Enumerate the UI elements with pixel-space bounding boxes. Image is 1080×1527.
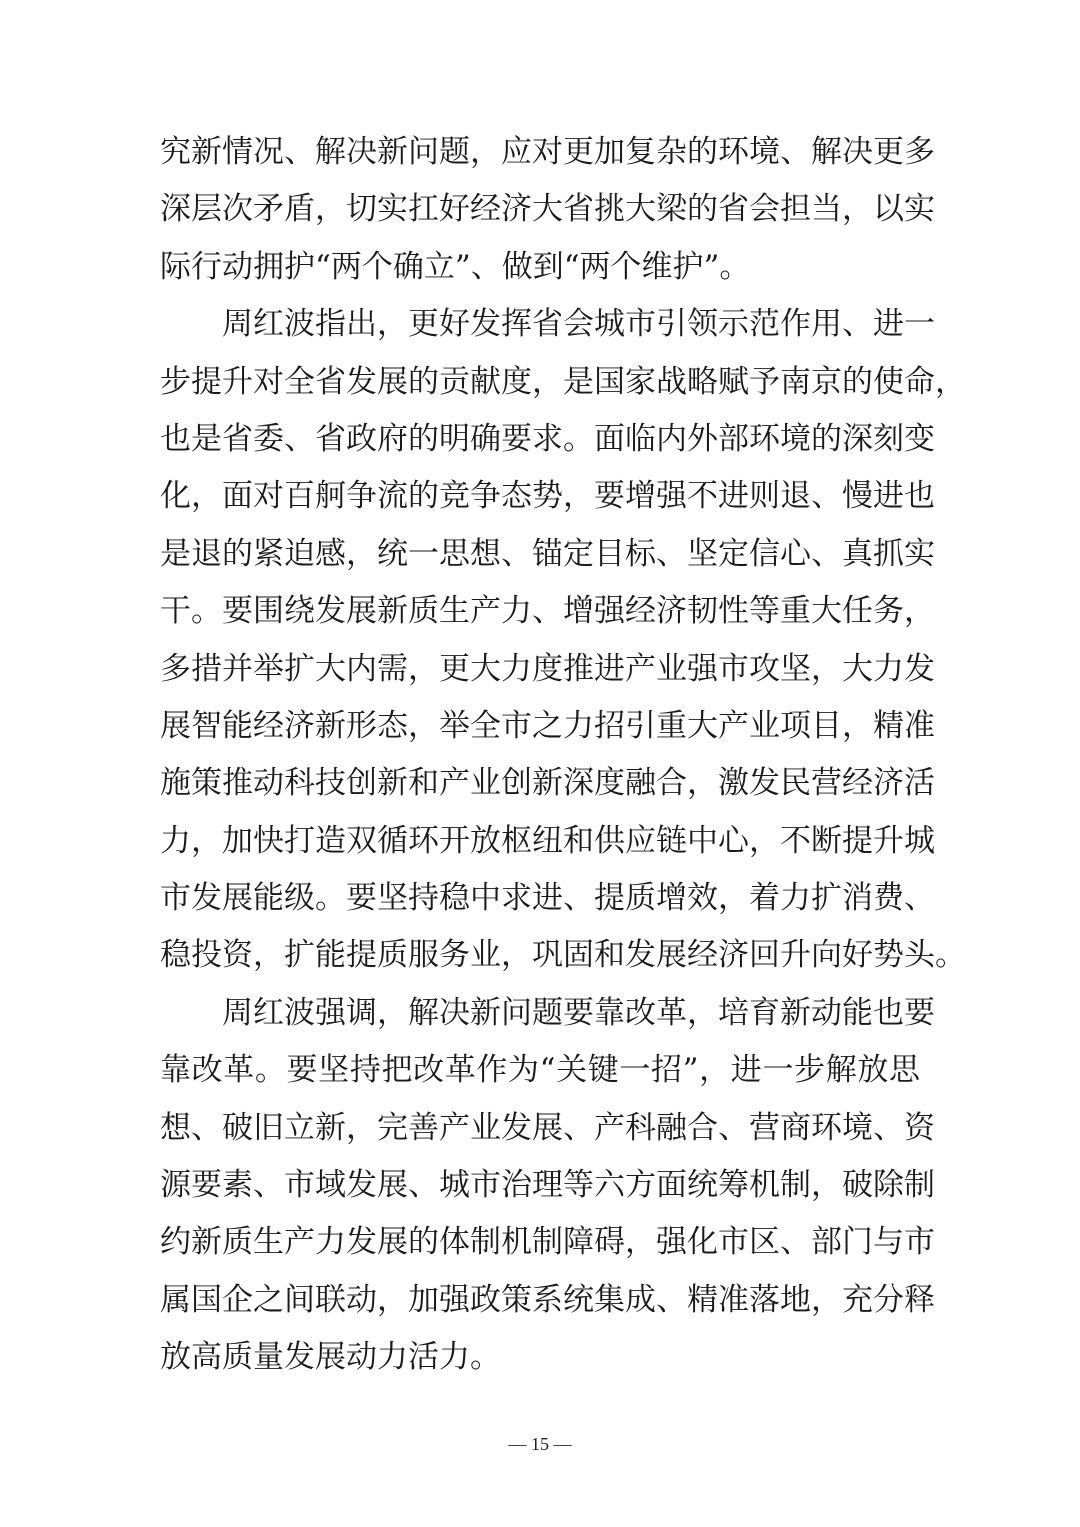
text-line: 施策推动科技创新和产业创新深度融合，激发民营经济活 (160, 765, 935, 802)
text-line: 属国企之间联动，加强政策系统集成、精准落地，充分释 (160, 1281, 935, 1318)
text-line: 步提升对全省发展的贡献度，是国家战略赋予南京的使命， (160, 363, 966, 400)
text-line: 周红波指出，更好发挥省会城市引领示范作用、进一 (160, 306, 935, 343)
text-line: 靠改革。要坚持把改革作为“关键一招”，进一步解放思 (160, 1052, 920, 1089)
text-line: 干。要围绕发展新质生产力、增强经济韧性等重大任务， (160, 593, 935, 630)
text-line: 源要素、市域发展、城市治理等六方面统筹机制，破除制 (160, 1167, 935, 1204)
text-line: 究新情况、解决新问题，应对更加复杂的环境、解决更多 (160, 134, 935, 170)
text-line: 多措并举扩大内需，更大力度推进产业强市攻坚，大力发 (160, 650, 935, 687)
text-line: 稳投资，扩能提质服务业，巩固和发展经济回升向好势头。 (160, 937, 966, 974)
text-line: 展智能经济新形态，举全市之力招引重大产业项目，精准 (160, 707, 935, 744)
text-line: 际行动拥护“两个确立”、做到“两个维护”。 (160, 248, 751, 285)
text-line: 化，面对百舸争流的竞争态势，要增强不进则退、慢进也 (160, 478, 935, 515)
page-number: — 15 — (508, 1434, 572, 1454)
text-line: 约新质生产力发展的体制机制障碍，强化市区、部门与市 (160, 1224, 935, 1261)
text-line: 市发展能级。要坚持稳中求进、提质增效，着力扩消费、 (160, 880, 935, 917)
text-line: 力，加快打造双循环开放枢纽和供应链中心，不断提升城 (160, 822, 935, 859)
body-text (160, 124, 966, 1387)
text-line: 放高质量发展动力活力。 (160, 1339, 501, 1376)
text-line: 想、破旧立新，完善产业发展、产科融合、营商环境、资 (160, 1109, 935, 1146)
text-line: 是退的紧迫感，统一思想、锚定目标、坚定信心、真抓实 (160, 535, 935, 572)
text-line: 深层次矛盾，切实扛好经济大省挑大梁的省会担当，以实 (160, 191, 935, 228)
text-line: 也是省委、省政府的明确要求。面临内外部环境的深刻变 (160, 420, 935, 457)
text-line: 周红波强调，解决新问题要靠改革，培育新动能也要 (160, 994, 935, 1031)
